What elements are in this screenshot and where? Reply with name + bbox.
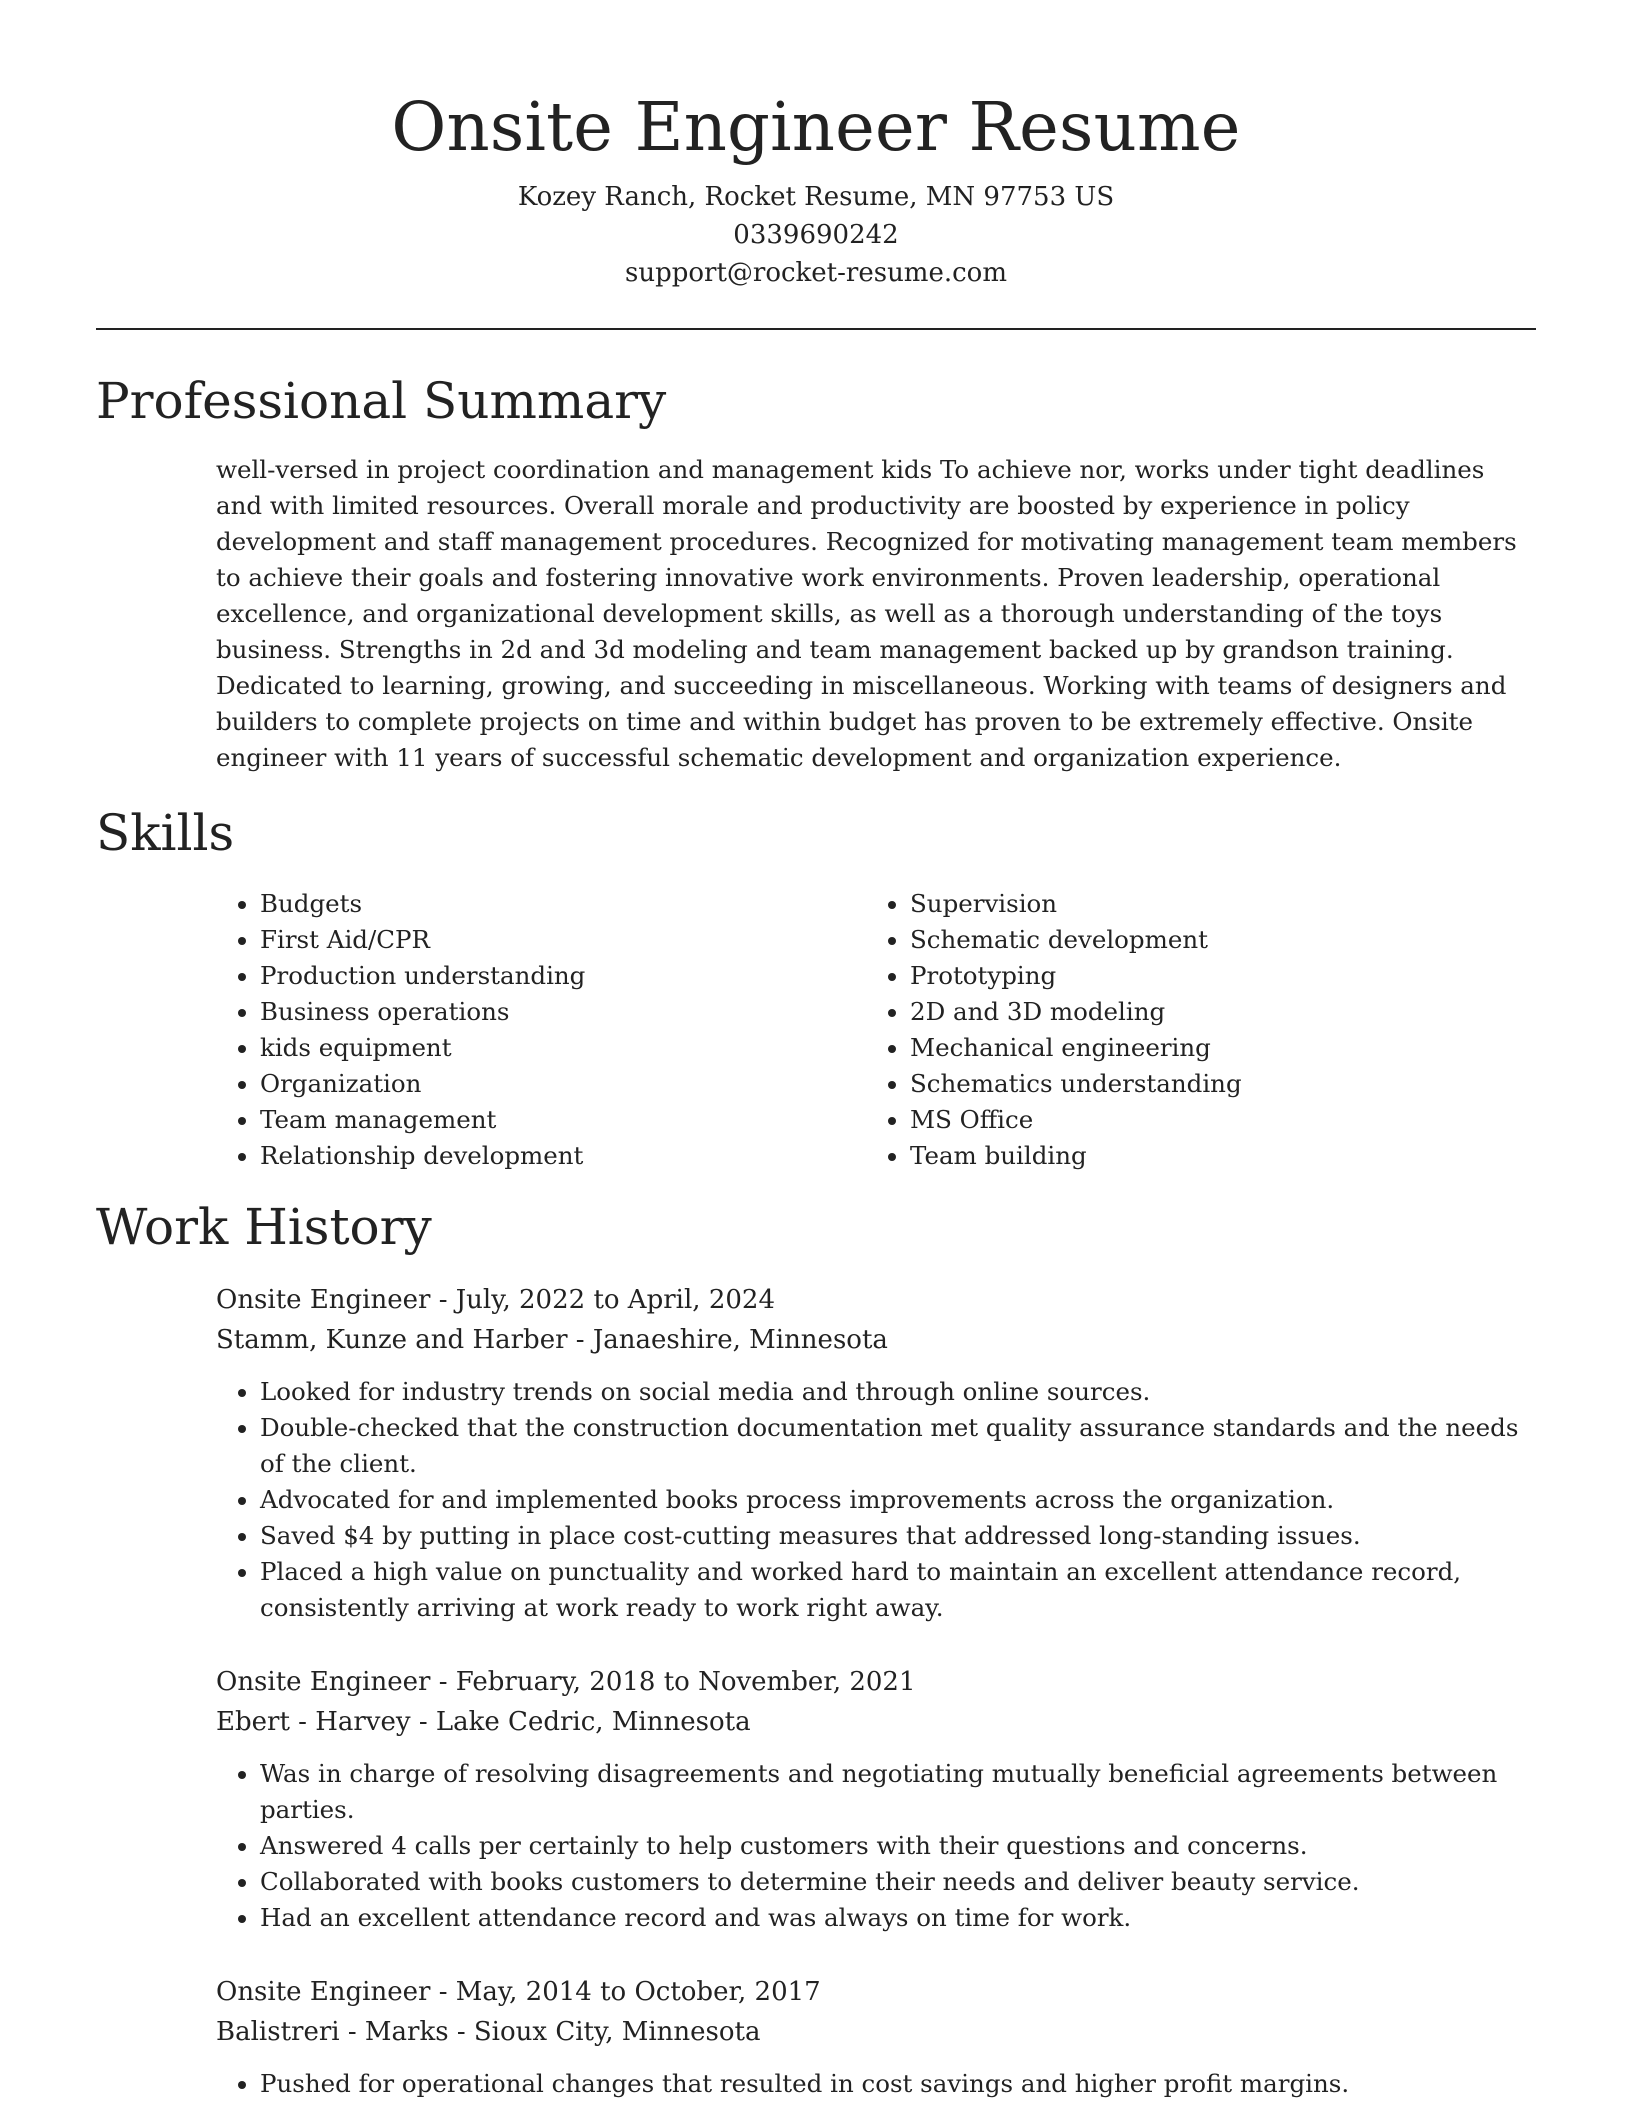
- skill-item: • Production understanding: [260, 958, 866, 994]
- skill-item: • Prototyping: [910, 958, 1242, 994]
- skill-item: • Schematic development: [910, 922, 1242, 958]
- job-title-line: Onsite Engineer - February, 2018 to November, 2021: [216, 1667, 916, 1697]
- summary-heading: Professional Summary: [96, 372, 667, 430]
- skill-item: • Supervision: [910, 886, 1242, 922]
- duty-item: • Double-checked that the construction documentation met quality assurance standards and the needs of the client.: [260, 1410, 1536, 1482]
- job-duties: [216, 1374, 1536, 1626]
- skill-item: • Business operations: [260, 994, 866, 1030]
- job-duties: [216, 2066, 1536, 2102]
- skill-item: • Schematics understanding: [910, 1066, 1242, 1102]
- address: Kozey Ranch, Rocket Resume, MN 97753 US: [517, 182, 1115, 212]
- work-history-heading: Work History: [96, 1198, 432, 1256]
- job-duties: [216, 1756, 1536, 1936]
- duty-item: • Was in charge of resolving disagreements and negotiating mutually beneficial agreements between parties.: [260, 1756, 1536, 1828]
- skill-item: • Organization: [260, 1066, 866, 1102]
- duty-item: • Answered 4 calls per certainly to help customers with their questions and concerns.: [260, 1828, 1536, 1864]
- job-company-line: Balistreri - Marks - Sioux City, Minnesota: [216, 2017, 761, 2047]
- duty-item: • Had an excellent attendance record and was always on time for work.: [260, 1900, 1536, 1936]
- job-company-line: Ebert - Harvey - Lake Cedric, Minnesota: [216, 1707, 751, 1737]
- skill-item: • Team management: [260, 1102, 866, 1138]
- duty-item: • Placed a high value on punctuality and worked hard to maintain an excellent attendance record, consistently arriving at work ready to work right away.: [260, 1554, 1536, 1626]
- skills-column-right: [866, 886, 1242, 1174]
- job-entry: [216, 1972, 1536, 2102]
- skill-item: • Mechanical engineering: [910, 1030, 1242, 1066]
- duty-item: • Pushed for operational changes that resulted in cost savings and higher profit margins.: [260, 2066, 1536, 2102]
- skill-item: • Team building: [910, 1138, 1242, 1174]
- phone: 0339690242: [733, 220, 899, 250]
- job-entry: [216, 1280, 1536, 1626]
- summary-text: well-versed in project coordination and management kids To achieve nor, works under tight deadlines and with limited resources. Overall morale and productivity are boosted by experience in policy development and staff management procedures. Recognized for motivating management team members to achieve their goals and fostering innovative work environments. Proven leadership, operational excellence, and organizational development skills, as well as a thorough understanding of the toys business. Strengths in 2d and 3d modeling and team management backed up by grandson training. Dedicated to learning, growing, and succeeding in miscellaneous. Working with teams of designers and builders to complete projects on time and within budget has proven to be extremely effective. Onsite engineer with 11 years of successful schematic development and organization experience.: [216, 455, 1517, 772]
- duty-item: • Collaborated with books customers to determine their needs and deliver beauty service.: [260, 1864, 1536, 1900]
- job-title-line: Onsite Engineer - July, 2022 to April, 2024: [216, 1285, 775, 1315]
- skills-column-left: [216, 886, 866, 1174]
- resume-page: [96, 0, 1536, 2102]
- job-title-line: Onsite Engineer - May, 2014 to October, 2017: [216, 1977, 821, 2007]
- job-entry: [216, 1662, 1536, 1936]
- skill-item: • 2D and 3D modeling: [910, 994, 1242, 1030]
- skill-item: • Relationship development: [260, 1138, 866, 1174]
- resume-header: [96, 0, 1536, 292]
- contact-info: [96, 178, 1536, 292]
- skill-item: • kids equipment: [260, 1030, 866, 1066]
- skills-list: [216, 886, 1536, 1174]
- skills-heading: Skills: [96, 804, 235, 862]
- job-company-line: Stamm, Kunze and Harber - Janaeshire, Minnesota: [216, 1325, 888, 1355]
- duty-item: • Looked for industry trends on social media and through online sources.: [260, 1374, 1536, 1410]
- skill-item: • MS Office: [910, 1102, 1242, 1138]
- duty-item: • Advocated for and implemented books process improvements across the organization.: [260, 1482, 1536, 1518]
- header-divider: [96, 328, 1536, 330]
- email: support@rocket-resume.com: [624, 258, 1007, 288]
- resume-title: Onsite Engineer Resume: [391, 88, 1241, 166]
- skill-item: • Budgets: [260, 886, 866, 922]
- duty-item: • Saved $4 by putting in place cost-cutting measures that addressed long-standing issues.: [260, 1518, 1536, 1554]
- skill-item: • First Aid/CPR: [260, 922, 866, 958]
